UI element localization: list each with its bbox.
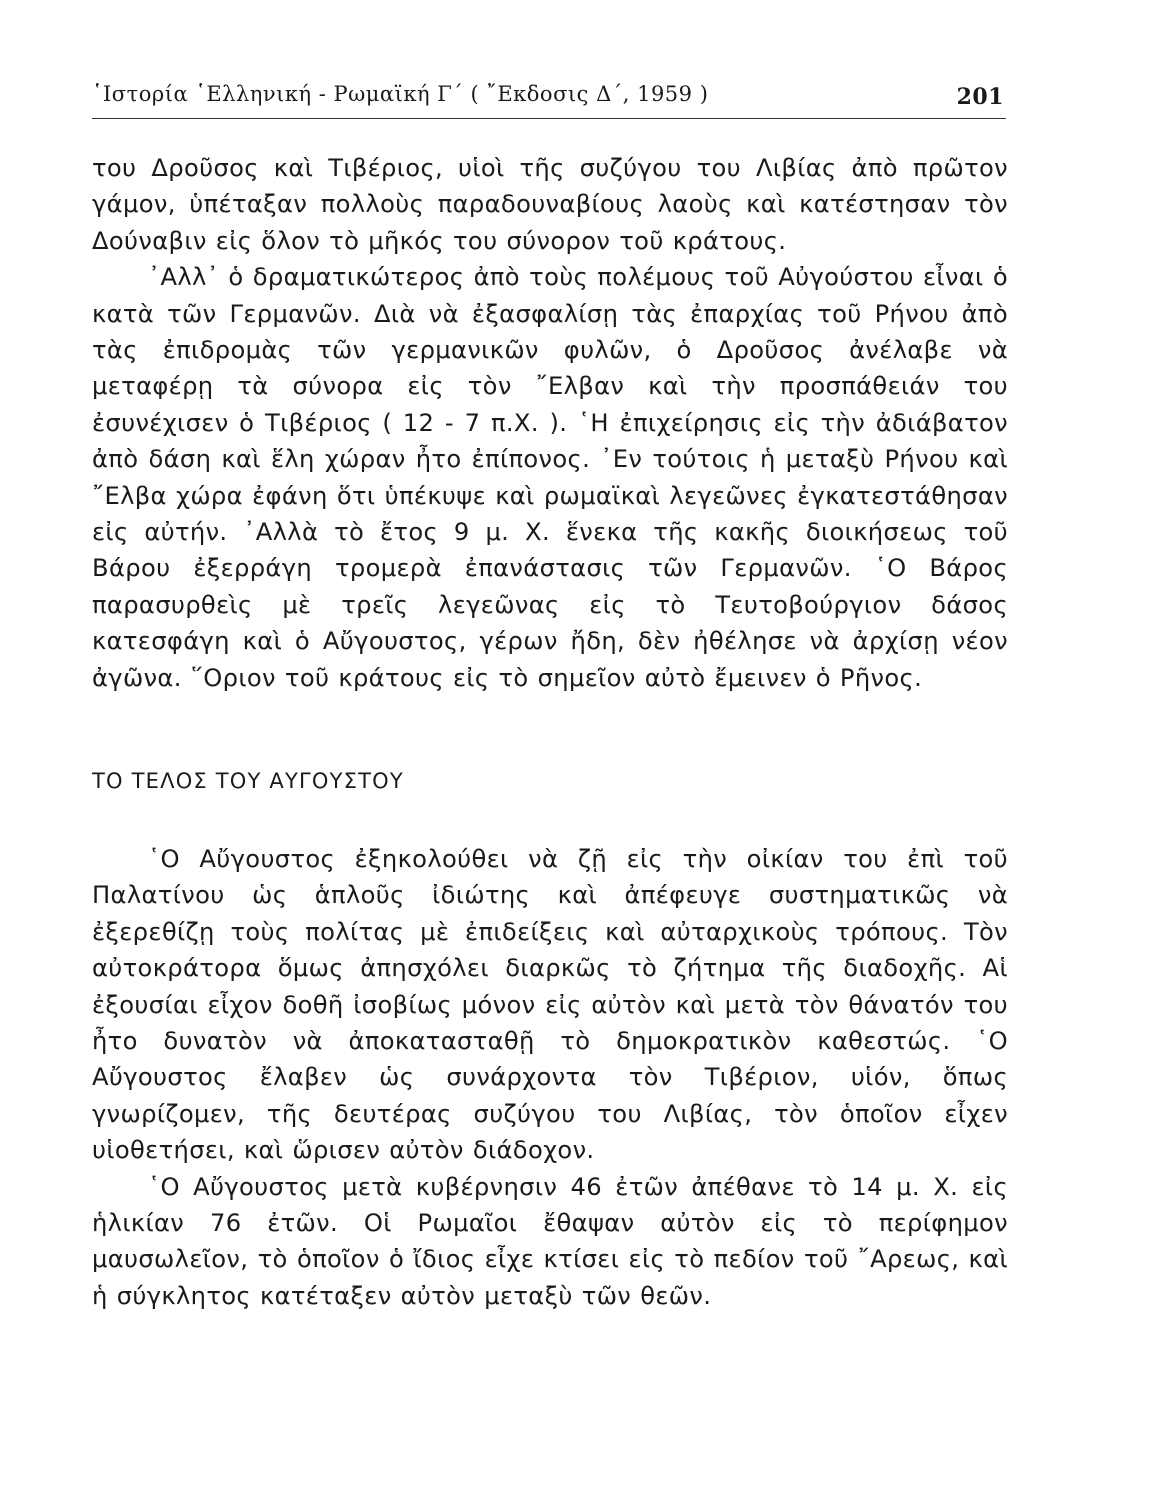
body-text-lower xyxy=(92,841,1008,1314)
paragraph-succession: ῾Ο Αὔγουστος ἐξηκολούθει νὰ ζῇ εἰς τὴν οἰκίαν του ἐπὶ τοῦ Παλατίνου ὡς ἁπλοῦς ἰδιώτης καὶ ἀπέφευγε συστηματικῶς νὰ ἐξερεθίζῃ τοὺς πολίτας μὲ ἐπιδείξεις καὶ αὐταρχικοὺς τρόπους. Τὸν αὐτοκράτορα ὅμως ἀπησχόλει διαρκῶς τὸ ζήτημα τῆς διαδοχῆς. Αἱ ἐξουσίαι εἶχον δοθῆ ἰσοβίως μόνον εἰς αὐτὸν καὶ μετὰ τὸν θάνατόν του ἦτο δυνατὸν νὰ ἀποκατασταθῇ τὸ δημοκρατικὸν καθεστώς. ῾Ο Αὔγουστος ἔλαβεν ὡς συνάρχοντα τὸν Τιβέριον, υἱόν, ὅπως γνωρίζομεν, τῆς δευτέρας συζύγου του Λιβίας, τὸν ὁποῖον εἶχεν υἱοθετήσει, καὶ ὥρισεν αὐτὸν διάδοχον. xyxy=(92,845,1008,1165)
body-text-upper xyxy=(92,150,1008,696)
paragraph-germanic-wars: ᾿Αλλ᾿ ὁ δραματικώτερος ἀπὸ τοὺς πολέμους τοῦ Αὐγούστου εἶναι ὁ κατὰ τῶν Γερμανῶν. Διὰ νὰ ἐξασφαλίσῃ τὰς ἐπαρχίας τοῦ Ρήνου ἀπὸ τὰς ἐπιδρομὰς τῶν γερμανικῶν φυλῶν, ὁ Δροῦσος ἀνέλαβε νὰ μεταφέρῃ τὰ σύνορα εἰς τὸν ῎Ελβαν καὶ τὴν προσπάθειάν του ἐσυνέχισεν ὁ Τιβέριος ( 12 - 7 π.Χ. ). ῾Η ἐπιχείρησις εἰς τὴν ἀδιάβατον ἀπὸ δάση καὶ ἕλη χώραν ἦτο ἐπίπονος. ᾿Εν τούτοις ἡ μεταξὺ Ρήνου καὶ ῎Ελβα χώρα ἐφάνη ὅτι ὑπέκυψε καὶ ρωμαϊκαὶ λεγεῶνες ἐγκατεστάθησαν εἰς αὐτήν. ᾿Αλλὰ τὸ ἔτος 9 μ. Χ. ἕνεκα τῆς κακῆς διοικήσεως τοῦ Βάρου ἐξερράγη τρομερὰ ἐπανάστασις τῶν Γερμανῶν. ῾Ο Βάρος παρασυρθεὶς μὲ τρεῖς λεγεῶνας εἰς τὸ Τευτοβούργιον δάσος κατεσφάγη καὶ ὁ Αὔγουστος, γέρων ἤδη, δὲν ἠθέλησε νὰ ἀρχίσῃ νέον ἀγῶνα. ῞Οριον τοῦ κράτους εἰς τὸ σημεῖον αὐτὸ ἔμεινεν ὁ Ρῆνος. xyxy=(92,263,1008,692)
running-header xyxy=(92,78,1008,114)
paragraph-continued: του Δροῦσος καὶ Τιβέριος, υἱοὶ τῆς συζύγου του Λιβίας ἀπὸ πρῶτον γάμον, ὑπέταξαν πολλοὺς παραδουναβίους λαοὺς καὶ κατέστησαν τὸν Δούναβιν εἰς ὅλον τὸ μῆκός του σύνορον τοῦ κράτους. xyxy=(92,154,1008,255)
page-number: 201 xyxy=(956,84,1004,110)
paragraph-death-of-augustus: ῾Ο Αὔγουστος μετὰ κυβέρνησιν 46 ἐτῶν ἀπέθανε τὸ 14 μ. Χ. εἰς ἡλικίαν 76 ἐτῶν. Οἱ Ρωμαῖοι ἔθαψαν αὐτὸν εἰς τὸ περίφημον μαυσωλεῖον, τὸ ὁποῖον ὁ ἴδιος εἶχε κτίσει εἰς τὸ πεδίον τοῦ ῎Αρεως, καὶ ἡ σύγκλητος κατέταξεν αὐτὸν μεταξὺ τῶν θεῶν. xyxy=(92,1172,1008,1310)
section-heading: ΤΟ ΤΕΛΟΣ ΤΟΥ ΑΥΓΟΥΣΤΟΥ xyxy=(92,769,404,793)
running-header-title: ῾Ιστορία ῾Ελληνική - Ρωμαϊκή Γ΄ ( ῎Εκδοσις Δ΄, 1959 ) xyxy=(92,82,709,106)
header-rule xyxy=(92,118,1006,119)
